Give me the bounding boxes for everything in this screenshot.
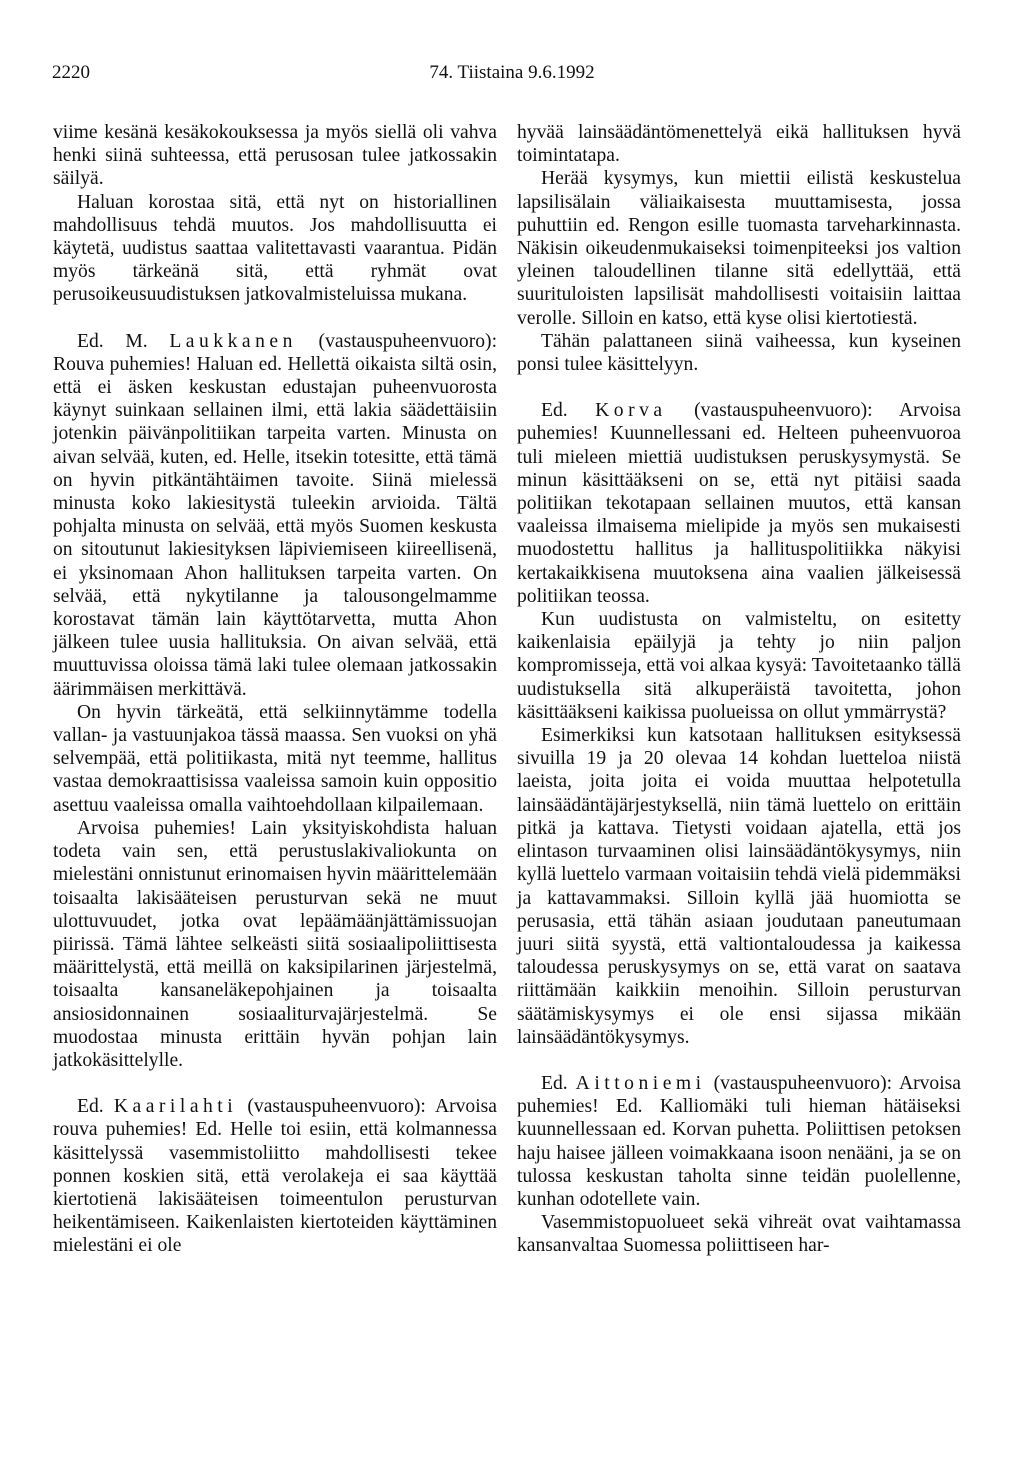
paragraph: Vasemmistopuolueet sekä vihreät ovat vaihtamassa kansanvaltaa Suomessa poliittiseen har-	[517, 1212, 961, 1257]
paragraph: Herää kysymys, kun miettii eilistä keskustelua lapsilisälain väliaikaisesta muuttamisesta, jossa puhuttiin ed. Rengon esille tuomasta tarveharkinnasta. Näkisin oikeudenmukaiseksi toimenpiteeksi jos valtion yleinen taloudellinen tilanne sitä edellyttää, että suurituloisten lapsilisät mahdollisesti voitaisiin laittaa verolle. Silloin en katso, että kyse olisi kiertotiestä.	[517, 168, 961, 329]
speaker-name: Korva	[595, 400, 667, 422]
speech-laukkanen	[53, 330, 497, 701]
right-column	[517, 121, 961, 1258]
speaker-prefix: Ed.	[541, 1072, 568, 1094]
speaker-prefix: Ed. M.	[77, 330, 148, 352]
speaker-prefix: Ed.	[77, 1096, 104, 1118]
paragraph: On hyvin tärkeätä, että selkiinnytämme todella vallan- ja vastuunjakoa tässä maassa. Sen vuoksi on yhä selvempää, että politiikasta, mitä nyt teemme, hallitus vastaa demokraattisissa vaaleissa samoin kuin oppositio asettuu vaaleissa omalla vaihtoehdollaan kilpailemaan.	[53, 701, 497, 816]
page-number: 2220	[52, 62, 90, 83]
speech-kaarilahti	[53, 1095, 497, 1257]
paragraph: Arvoisa puhemies! Lain yksityiskohdista haluan todeta vain sen, että perustuslakivaliokunta on mielestäni onnistunut erinomaisen hyvin määrittelemään toisaalta lakisääteisen perusturvan sekä ne muut ulottuvuudet, jotka ovat lepäämäänjättämissuojan piirissä. Tämä lähtee selkeästi siitä sosiaalipoliittisesta määrittelystä, että meillä on kaksipilarinen järjestelmä, toisaalta kansaneläkepohjainen ja toisaalta ansiosidonnainen sosiaaliturvajärjestelmä. Se muodostaa minusta erittäin hyvän pohjan lain jatkokäsittelylle.	[53, 817, 498, 1071]
speaker-name: Aittoniemi	[575, 1072, 706, 1094]
paragraph: Esimerkiksi kun katsotaan hallituksen esityksessä sivuilla 19 ja 20 olevaa 14 kohdan luetteloa niistä laeista, joita joita ei voida muuttaa helpotetulla lainsäädäntäjärjestyksellä, niin tämä luettelo on erittäin pitkä ja kattava. Tietysti voidaan ajatella, että jos elintason turvaaminen olisi lainsäädäntökysymys, niin kyllä luettelo varmaan voitaisiin tehdä vielä pidemmäksi ja kattavammaksi. Silloin kyllä jää huomiotta se perusasia, että tähän asiaan joudutaan paneutumaan juuri siitä syystä, että valtiontaloudessa ja kaikessa taloudessa peruskysymys on se, että varat on saatava riittämään kaikkiin menoihin. Silloin perusturvan säätämiskysymys ei ole ensi sijassa mikään lainsäädäntökysymys.	[517, 725, 961, 1048]
speech-text: (vastauspuheenvuoro): Rouva puhemies! Haluan ed. Hellettä oikaista siltä osin, että ei äsken keskustan edustajan puheenvuorosta käynyt suinkaan sellainen ilmi, että lakia säädettäisiin jotenkin päivänpolitiikan tarpeita varten. Minusta on aivan selvää, kuten, ed. Helle, itsekin totesitte, että tämä on hyvin pitkäntähtäimen tavoite. Siinä mielessä minusta koko lakiesitystä tuleekin arvioida. Tältä pohjalta minusta on selvää, että myös Suomen keskusta on sitoutunut lakiesityksen läpiviemiseen kiireellisenä, ei yksinomaan Ahon hallituksen tarpeita varten. On selvää, että nykytilanne ja talousongelmamme korostavat tämän lain käyttötarvetta, mutta Ahon jälkeen tulee uusia hallituksia. On aivan selvää, että muuttuvissa oloissa tämä laki tulee olemaan jatkossakin äärimmäisen merkittävä.	[53, 330, 498, 700]
speech-text: (vastauspuheenvuoro): Arvoisa puhemies! Ed. Kalliomäki tuli hieman hätäiseksi kuunnellessaan ed. Korvan puhetta. Poliittisen petoksen haju haisee jälleen voimakkaana isoon nenääni, ja se on tulossa keskustan taholta sinne teidän puolellenne, kunhan odotellete vain.	[517, 1072, 961, 1210]
paragraph: hyvää lainsäädäntömenettelyä eikä hallituksen hyvä toimintatapa.	[517, 122, 961, 167]
speaker-name: Kaarilahti	[113, 1096, 238, 1118]
left-column	[53, 121, 497, 1258]
paragraph: Haluan korostaa sitä, että nyt on historiallinen mahdollisuus tehdä muutos. Jos mahdollisuutta ei käytetä, uudistus saattaa valitettavasti vaarantua. Pidän myös tärkeänä sitä, että ryhmät ovat perusoikeusuudistuksen jatkovalmisteluissa mukana.	[53, 191, 497, 306]
speech-text: (vastauspuheenvuoro): Arvoisa puhemies! Kuunnellessani ed. Helteen puheenvuoroa tuli mieleen miettiä uudistuksen peruskysymystä. Se minun käsittääkseni on se, että nyt pitäisi saada politiikan tekotapaan sellainen muutos, että kansan vaaleissa ilmaisema mielipide ja myös sen mukaisesti muodostettu hallitus ja hallituspolitiikka näkyisi kertakaikkisena muutoksena aina vaalien jälkeisessä politiikan teossa.	[517, 400, 962, 607]
speaker-prefix: Ed.	[541, 400, 568, 422]
paragraph: Tähän palattaneen siinä vaiheessa, kun kyseinen ponsi tulee käsittelyyn.	[517, 330, 961, 376]
speech-korva	[517, 399, 961, 608]
running-head: 74. Tiistaina 9.6.1992	[429, 62, 595, 83]
paragraph: Kun uudistusta on valmisteltu, on esitetty kaikenlaisia epäilyjä ja tehty jo niin paljon kompromisseja, että voi alkaa kysyä: Tavoitetaanko tällä uudistuksella sitä alkuperäistä tavoitetta, johon käsittääkseni kaikissa puolueissa on ollut ymmärrystä?	[517, 609, 961, 723]
speech-aittoniemi	[517, 1072, 961, 1211]
speech-text: (vastauspuheenvuoro): Arvoisa rouva puhemies! Ed. Helle toi esiin, että kolmannessa käsittelyssä vasemmistoliitto mahdollisesti tekee ponnen koskien sitä, että verolakeja ei saa käyttää kiertotienä lakisääteisen toimeentulon perusturvan heikentämiseen. Kaikenlaisten kiertoteiden käyttäminen mielestäni ei ole	[53, 1096, 497, 1257]
speaker-name: Laukkanen	[169, 330, 297, 352]
page-header	[52, 62, 972, 86]
paragraph: viime kesänä kesäkokouksessa ja myös siellä oli vahva henki siinä suhteessa, että perusosan tulee jatkossakin säilyä.	[53, 122, 497, 190]
